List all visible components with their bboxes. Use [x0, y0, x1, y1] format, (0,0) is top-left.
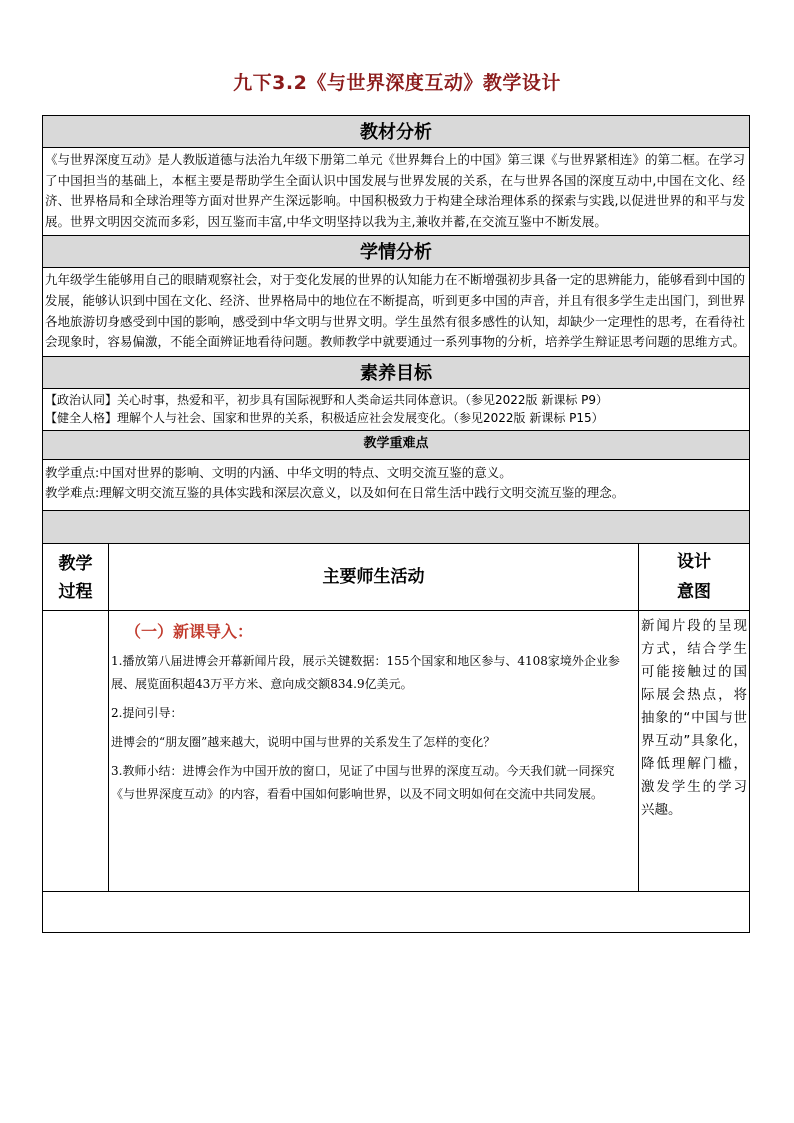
design-intent: 新闻片段的呈现方式，结合学生可能接触过的国际展会热点，将抽象的“中国与世界互动”具象化，降低理解门槛，激发学生的学习兴趣。: [641, 617, 747, 818]
process-body-row: [43, 611, 749, 892]
activity-item: 进博会的“朋友圈”越来越大，说明中国与世界的关系发生了怎样的变化？: [111, 734, 496, 749]
goals-heading: 素养目标: [43, 357, 749, 389]
material-text: 《与世界深度互动》是人教版道德与法治九年级下册第二单元《世界舞台上的中国》第三课《与世界紧相连》的第二框。在学习了中国担当的基础上，本框主要是帮助学生全面认识中国发展与世界发展的关系，在与世界各国的深度互动中,中国在文化、经济、世界格局和全球治理等方面对世界产生深远影响。中国积极致力于构建全球治理体系的探索与实践,以促进世界的和平与发展。世界文明因交流而多彩，因互鉴而丰富,中华文明坚持以我为主,兼收并蓄,在交流互鉴中不断发展。: [43, 148, 749, 236]
empty-row: [43, 892, 749, 932]
keypoint-difficulty: 教学难点:理解文明交流互鉴的具体实践和深层次意义，以及如何在日常生活中践行文明交流互鉴的理念。: [45, 485, 625, 501]
activity-item: 3.教师小结：进博会作为中国开放的窗口，见证了中国与世界的深度互动。今天我们就一同探究《与世界深度互动》的内容，看看中国如何影响世界，以及不同文明如何在交流中共同发展。: [111, 763, 615, 801]
intent-col-header-line1: 设计: [677, 551, 711, 572]
process-col-header-line1: 教学: [58, 553, 93, 574]
document-title: 九下3.2《与世界深度互动》教学设计: [233, 72, 561, 94]
intent-col-header-line2: 意图: [677, 581, 711, 602]
process-header-row: [43, 544, 749, 611]
activity-item: 1.播放第八届进博会开幕新闻片段，展示关键数据：155个国家和地区参与、4108家境外企业参展、展览面积超43万平方米、意向成交额834.9亿美元。: [111, 653, 620, 691]
process-col-header-line2: 过程: [58, 581, 93, 602]
section-title: （一）新课导入：: [125, 621, 254, 641]
goals-list: [43, 389, 749, 431]
process-col-header: [43, 544, 109, 610]
activities-col-header: 主要师生活动: [109, 544, 639, 610]
activities-cell: [109, 611, 639, 891]
students-heading: 学情分析: [43, 236, 749, 268]
spacer-row: [43, 511, 749, 544]
keypoint-focus: 教学重点:中国对世界的影响、文明的内涵、中华文明的特点、文明交流互鉴的意义。: [45, 464, 512, 480]
goal-political: 【政治认同】关心时事，热爱和平，初步具有国际视野和人类命运共同体意识。（参见2022版 新课标 P9）: [45, 392, 609, 407]
keypoints-heading: 教学重难点: [43, 431, 749, 460]
activity-item: 2.提问引导：: [111, 705, 183, 720]
goal-personality: 【健全人格】理解个人与社会、国家和世界的关系，积极适应社会发展变化。（参见2022版 新课标 P15）: [45, 410, 604, 425]
lesson-plan-table: [42, 115, 750, 933]
intent-col-header: [639, 544, 749, 610]
material-heading: 教材分析: [43, 116, 749, 148]
keypoints-list: [43, 460, 749, 511]
process-cell: [43, 611, 109, 891]
students-text: 九年级学生能够用自己的眼睛观察社会，对于变化发展的世界的认知能力在不断增强初步具备一定的思辨能力，能够看到中国的发展，能够认识到中国在文化、经济、世界格局中的地位在不断提高，听到更多中国的声音，并且有很多学生走出国门，到世界各地旅游切身感受到中国的影响，感受到中华文明与世界文明。学生虽然有很多感性的认知，却缺少一定理性的思考，在看待社会现象时，容易偏激，不能全面辨证地看待问题。教师教学中就要通过一系列事物的分析，培养学生辩证思考问题的思维方式。: [43, 268, 749, 356]
